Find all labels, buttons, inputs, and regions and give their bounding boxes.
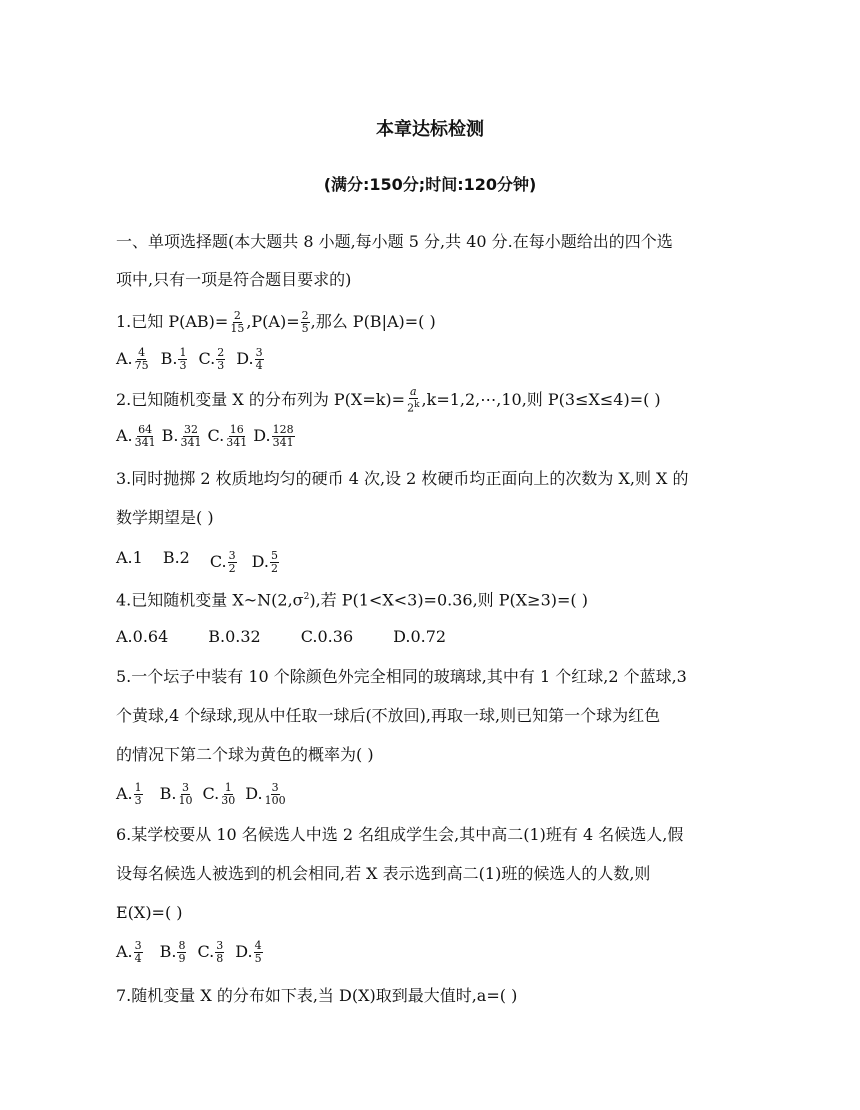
option-a: A.0.64 — [116, 627, 169, 646]
option-b: B.2 — [162, 548, 190, 567]
fraction: $\frac{3}{10}$ — [178, 781, 193, 807]
fraction: $\frac{128}{341}$ — [272, 423, 294, 449]
question-1-options — [116, 346, 756, 372]
question-4-options — [116, 627, 756, 647]
question-3-line-1: 3.同时抛掷 2 枚质地均匀的硬币 4 次,设 2 枚硬币均正面向上的次数为 X,则 X 的 — [116, 469, 689, 488]
question-6-options — [116, 939, 756, 965]
option-c: C. $\frac{3}{8}$ — [197, 939, 224, 965]
fraction: $\frac{8}{9}$ — [178, 939, 186, 965]
option-c: C. $\frac{2}{3}$ — [198, 346, 225, 372]
question-3-options — [116, 545, 756, 575]
fraction: $\frac{2}{3}$ — [217, 346, 225, 372]
fraction: $\frac{a}{2^k}$ — [407, 385, 420, 415]
page-subtitle: (满分:150分;时间:120分钟) — [323, 175, 537, 194]
fraction: $\frac{2}{5}$ — [301, 309, 309, 335]
option-d: D. $\frac{4}{5}$ — [235, 939, 262, 965]
fraction: $\frac{2}{15}$ — [230, 309, 245, 335]
option-a: A.1 — [116, 548, 143, 567]
option-d: D.0.72 — [393, 627, 447, 646]
question-2-options — [116, 423, 756, 449]
question-5-line-3: 的情况下第二个球为黄色的概率为( ) — [116, 745, 374, 764]
question-1: 1.已知 P(AB)= $\frac{2}{15}$ ,P(A)= $\frac{2}{5}$ ,那么 P(B|A)=( ) — [116, 309, 436, 335]
question-3-line-2: 数学期望是( ) — [116, 508, 214, 527]
section-heading-line-2: 项中,只有一项是符合题目要求的) — [116, 270, 352, 289]
option-a: A. $\frac{1}{3}$ — [116, 781, 142, 807]
fraction: $\frac{3}{8}$ — [216, 939, 224, 965]
section-heading-line-1: 一、单项选择题(本大题共 8 小题,每小题 5 分,共 40 分.在每小题给出的四个选 — [116, 232, 673, 251]
option-d: D. $\frac{3}{100}$ — [245, 781, 286, 807]
page-title: 本章达标检测 — [376, 119, 484, 140]
option-b: B. $\frac{32}{341}$ — [161, 423, 202, 449]
fraction: $\frac{4}{5}$ — [254, 939, 262, 965]
fraction: $\frac{3}{100}$ — [264, 781, 286, 807]
option-c: C. $\frac{16}{341}$ — [207, 423, 248, 449]
fraction: $\frac{64}{341}$ — [134, 423, 156, 449]
question-5-line-2: 个黄球,4 个绿球,现从中任取一球后(不放回),再取一球,则已知第一个球为红色 — [116, 706, 661, 725]
option-d: D. $\frac{5}{2}$ — [251, 549, 278, 575]
fraction: $\frac{16}{341}$ — [226, 423, 248, 449]
question-4: 4.已知随机变量 $X\sim N(2,\sigma^2)$,若 P(1<X<3)=0.36,则 P(X≥3)=( ) — [116, 590, 588, 610]
option-a: A. $\frac{4}{75}$ — [116, 346, 149, 372]
question-6-line-3: E(X)=( ) — [116, 903, 183, 922]
question-7-line-1: 7.随机变量 X 的分布如下表,当 D(X)取到最大值时,a=( ) — [116, 986, 518, 1005]
fraction: $\frac{3}{2}$ — [228, 549, 236, 575]
fraction: $\frac{5}{2}$ — [270, 549, 278, 575]
fraction: $\frac{1}{3}$ — [179, 346, 187, 372]
fraction: $\frac{32}{341}$ — [180, 423, 202, 449]
question-2: 2.已知随机变量 X 的分布列为 P(X=k)= $\frac{a}{2^k}$ ,k=1,2,⋯,10,则 P(3≤X≤4)=( ) — [116, 385, 661, 415]
fraction: $\frac{4}{75}$ — [134, 346, 149, 372]
fraction: $\frac{3}{4}$ — [134, 939, 142, 965]
option-d: D. $\frac{128}{341}$ — [253, 423, 294, 449]
option-a: A. $\frac{64}{341}$ — [116, 423, 156, 449]
option-b: B. $\frac{1}{3}$ — [160, 346, 187, 372]
option-b: B.0.32 — [208, 627, 261, 646]
question-6-line-1: 6.某学校要从 10 名候选人中选 2 名组成学生会,其中高二(1)班有 4 名候选人,假 — [116, 825, 684, 844]
fraction: $\frac{3}{4}$ — [255, 346, 263, 372]
option-b: B. $\frac{8}{9}$ — [159, 939, 186, 965]
question-6-line-2: 设每名候选人被选到的机会相同,若 X 表示选到高二(1)班的候选人的人数,则 — [116, 864, 651, 883]
question-5-options — [116, 781, 756, 807]
option-b: B. $\frac{3}{10}$ — [159, 781, 193, 807]
option-d: D. $\frac{3}{4}$ — [236, 346, 263, 372]
fraction: $\frac{1}{30}$ — [221, 781, 236, 807]
option-c: C. $\frac{3}{2}$ — [209, 549, 236, 575]
option-c: C.0.36 — [300, 627, 354, 646]
question-5-line-1: 5.一个坛子中装有 10 个除颜色外完全相同的玻璃球,其中有 1 个红球,2 个蓝球,3 — [116, 667, 687, 686]
fraction: $\frac{1}{3}$ — [134, 781, 142, 807]
option-c: C. $\frac{1}{30}$ — [202, 781, 236, 807]
option-a: A. $\frac{3}{4}$ — [116, 939, 142, 965]
